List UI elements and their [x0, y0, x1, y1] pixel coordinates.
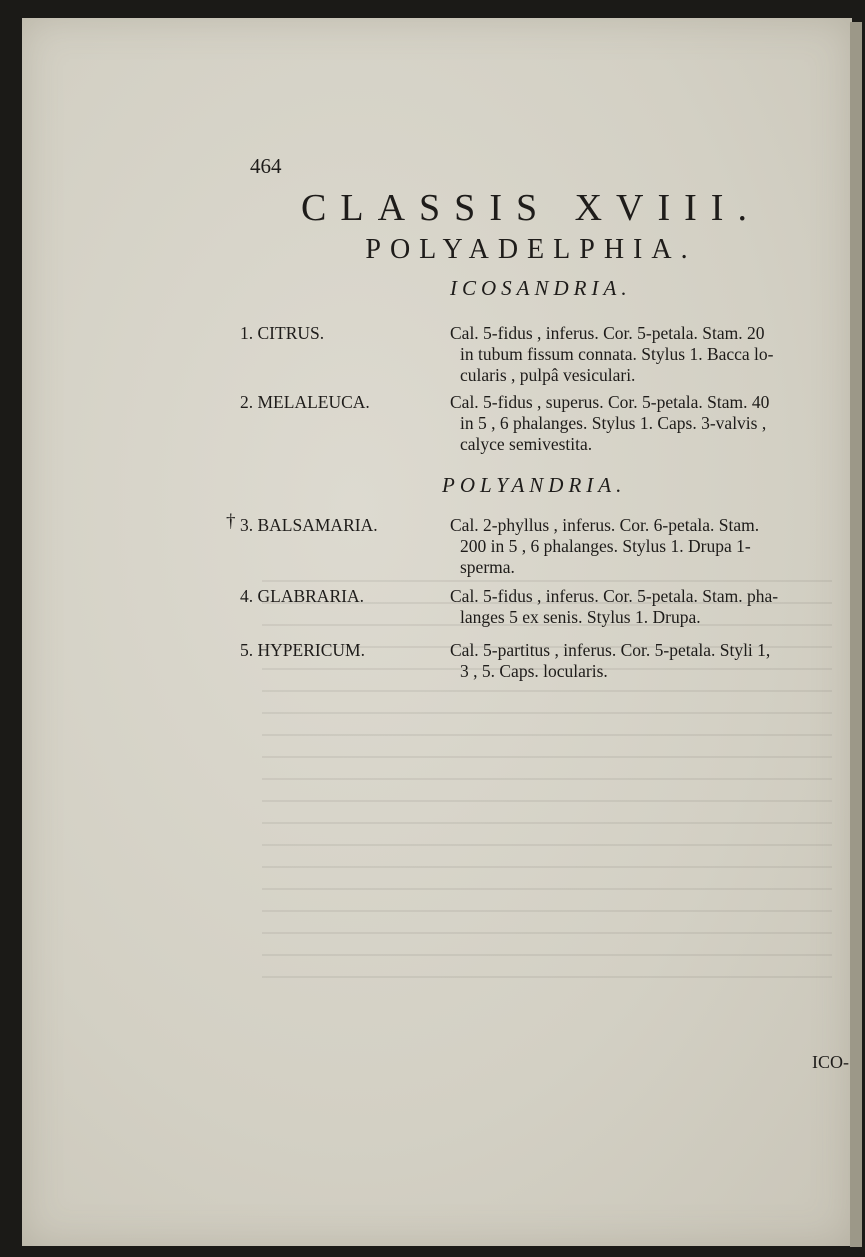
catchword: ICO- — [812, 1052, 849, 1072]
order-title-icosandria: ICOSANDRIA. — [450, 276, 632, 300]
bleed-through-texture — [262, 578, 832, 978]
description-line: Cal. 5-fidus , superus. Cor. 5-petala. Stam. 40 — [450, 392, 770, 412]
genus-description — [450, 323, 850, 386]
class-name: POLYADELPHIA. — [365, 234, 697, 265]
order-title-polyandria: POLYANDRIA. — [442, 473, 627, 497]
genus-name: 5. HYPERICUM. — [240, 640, 365, 660]
description-line: langes 5 ex senis. Stylus 1. Drupa. — [460, 607, 701, 627]
description-line: cularis , pulpâ vesiculari. — [460, 365, 636, 385]
dagger-mark: † — [226, 511, 236, 532]
genus-name: 1. CITRUS. — [240, 323, 325, 343]
genus-description — [450, 515, 850, 578]
description-line: in 5 , 6 phalanges. Stylus 1. Caps. 3-valvis , — [460, 413, 767, 433]
description-line: Cal. 5-fidus , inferus. Cor. 5-petala. Stam. pha- — [450, 586, 779, 606]
genus-name: 2. MELALEUCA. — [240, 392, 370, 412]
genus-name: 3. BALSAMARIA. — [240, 515, 378, 535]
description-line: Cal. 5-fidus , inferus. Cor. 5-petala. Stam. 20 — [450, 323, 765, 343]
description-line: in tubum fissum connata. Stylus 1. Bacca lo- — [460, 344, 774, 364]
description-line: Cal. 2-phyllus , inferus. Cor. 6-petala. Stam. — [450, 515, 760, 535]
genus-description — [450, 392, 850, 455]
description-line: 3 , 5. Caps. locularis. — [460, 661, 608, 681]
book-page — [22, 18, 852, 1246]
genus-description — [450, 586, 850, 628]
description-line: calyce semivestita. — [460, 434, 593, 454]
description-line: Cal. 5-partitus , inferus. Cor. 5-petala. Styli 1, — [450, 640, 771, 660]
description-line: sperma. — [460, 557, 515, 577]
next-page-edge — [850, 22, 862, 1247]
description-line: 200 in 5 , 6 phalanges. Stylus 1. Drupa 1- — [460, 536, 751, 556]
page-number: 464 — [250, 154, 282, 178]
genus-description — [450, 640, 850, 682]
genus-name: 4. GLABRARIA. — [240, 586, 364, 606]
class-title: CLASSIS XVIII. — [301, 187, 761, 229]
